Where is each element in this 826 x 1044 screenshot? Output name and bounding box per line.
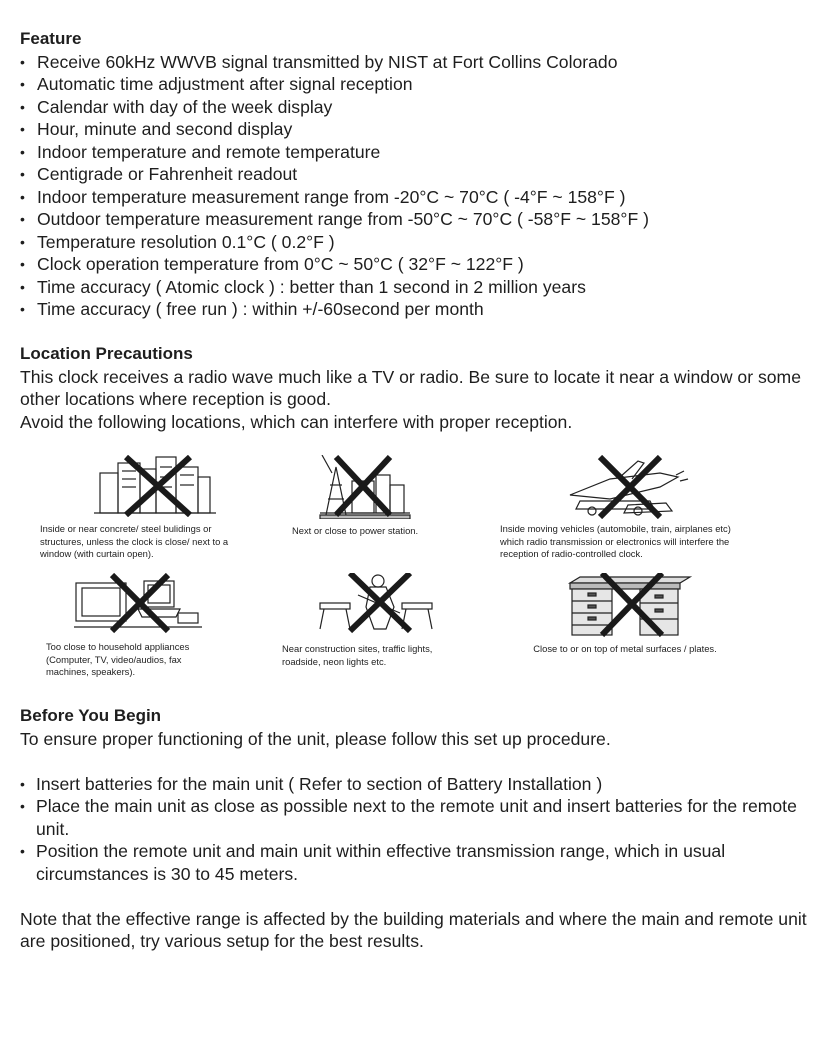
feature-item: • Temperature resolution 0.1°C ( 0.2°F ) [20,231,810,254]
feature-item: • Centigrade or Fahrenheit readout [20,163,810,186]
precaution-vehicles [500,455,750,561]
before-heading: Before You Begin [20,706,162,725]
feature-item: • Outdoor temperature measurement range from -50°C ~ 70°C ( -58°F ~ 158°F ) [20,208,810,231]
illustration-caption: Near construction sites, traffic lights, roadside, neon lights etc. [282,643,433,667]
vehicles-icon [500,455,750,519]
illustration-caption: Next or close to power station. [292,525,419,536]
precaution-construction [282,573,462,668]
illustration-caption: Inside or near concrete/ steel bulidings or structures, unless the clock is close/ next to a window (with curtain open). [40,523,229,559]
feature-item: • Indoor temperature and remote temperature [20,141,810,164]
location-text: This clock receives a radio wave much like a TV or radio. Be sure to locate it near a window or some other locations where reception is good. [20,366,801,409]
before-intro: To ensure proper functioning of the unit, please follow this set up procedure. [20,728,611,749]
precaution-appliances [46,573,226,679]
manual-page [20,28,810,953]
location-avoid-text: Avoid the following locations, which can interfere with proper reception. [20,411,573,432]
feature-item: • Hour, minute and second display [20,118,810,141]
setup-step: • Position the remote unit and main unit within effective transmission range, which in usual circumstances is 30 to 45 meters. [20,840,810,885]
power-station-icon [292,455,472,519]
feature-heading: Feature [20,29,82,48]
setup-steps [20,773,810,886]
setup-step: • Insert batteries for the main unit ( Refer to section of Battery Installation ) [20,773,810,796]
location-heading: Location Precautions [20,344,193,363]
feature-item: • Indoor temperature measurement range from -20°C ~ 70°C ( -4°F ~ 158°F ) [20,186,810,209]
feature-item: • Automatic time adjustment after signal reception [20,73,810,96]
precaution-power-station [292,455,472,538]
precaution-illustrations [20,455,810,705]
appliances-icon [46,573,226,635]
feature-item: • Time accuracy ( Atomic clock ) : better than 1 second in 2 million years [20,276,810,299]
feature-item: • Clock operation temperature from 0°C ~ 50°C ( 32°F ~ 122°F ) [20,253,810,276]
feature-list [20,51,810,321]
buildings-icon [78,455,278,517]
illustration-caption: Too close to household appliances (Computer, TV, video/audios, fax machines, speakers). [46,641,190,677]
illustration-caption: Inside moving vehicles (automobile, train, airplanes etc) which radio transmission or electronics will interfere the reception of radio-controlled clock. [500,523,731,559]
construction-icon [282,573,462,635]
range-note: Note that the effective range is affected by the building materials and where the main and remote unit are positioned, try various setup for the best results. [20,908,807,951]
precaution-metal-desk [510,573,740,656]
feature-item: • Time accuracy ( free run ) : within +/-60second per month [20,298,810,321]
illustration-caption: Close to or on top of metal surfaces / plates. [533,643,717,654]
precaution-buildings [40,455,278,561]
setup-step: • Place the main unit as close as possible next to the remote unit and insert batteries for the remote unit. [20,795,810,840]
feature-item: • Calendar with day of the week display [20,96,810,119]
metal-desk-icon [510,573,740,641]
feature-item: • Receive 60kHz WWVB signal transmitted by NIST at Fort Collins Colorado [20,51,810,74]
